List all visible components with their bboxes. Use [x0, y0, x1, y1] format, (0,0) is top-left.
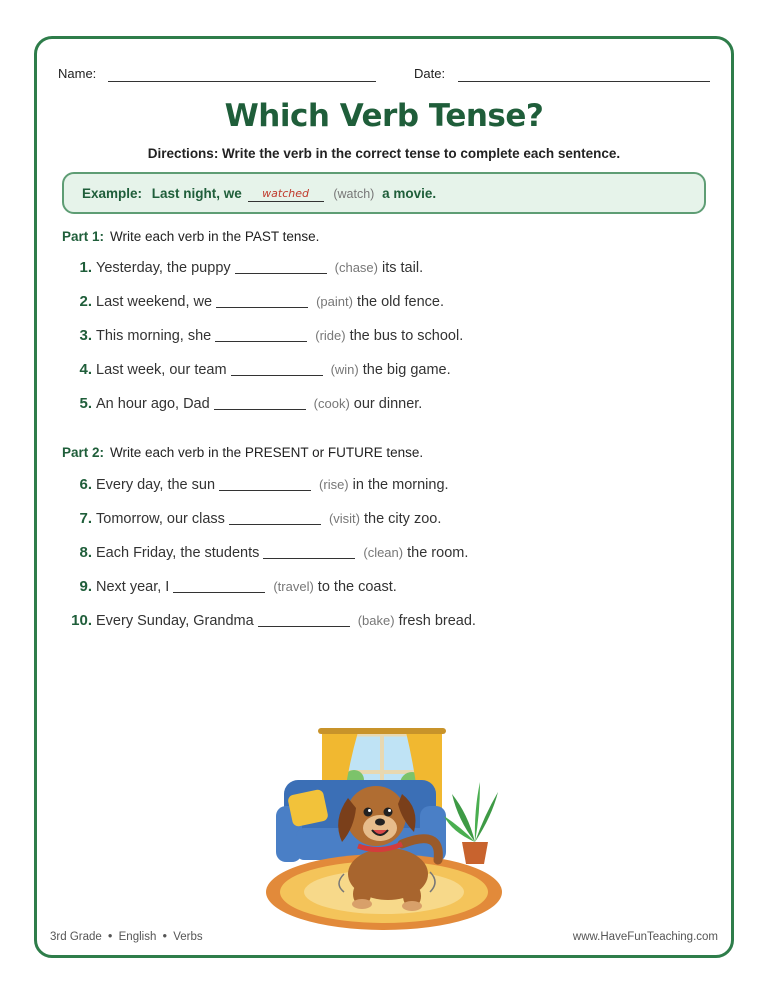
question-verb: (rise)	[319, 477, 349, 492]
part1-heading	[62, 229, 319, 244]
question-10	[62, 612, 476, 634]
part2-label: Part 2:	[62, 445, 105, 460]
footer-subject: English	[118, 931, 157, 943]
question-3	[62, 327, 463, 349]
bullet-icon: ●	[162, 931, 168, 940]
question-after: the old fence.	[356, 294, 445, 310]
question-4	[62, 361, 451, 383]
name-label: Name:	[58, 66, 97, 81]
question-number: 1.	[79, 259, 92, 276]
part2-heading	[62, 445, 423, 460]
example-sentence	[82, 186, 436, 202]
answer-blank[interactable]	[214, 396, 306, 410]
answer-blank[interactable]	[215, 328, 307, 342]
question-after: in the morning.	[352, 477, 449, 493]
question-verb: (travel)	[273, 579, 314, 594]
question-9	[62, 578, 397, 600]
footer-tags	[50, 931, 203, 943]
name-date-row	[58, 66, 712, 86]
question-before: An hour ago, Dad	[96, 396, 210, 412]
question-after: the big game.	[362, 362, 451, 378]
example-after: a movie.	[382, 186, 437, 201]
question-verb: (chase)	[334, 260, 378, 275]
answer-blank[interactable]	[235, 260, 327, 274]
example-box	[62, 172, 706, 214]
question-verb: (win)	[330, 362, 359, 377]
footer-grade: 3rd Grade	[50, 931, 102, 943]
question-verb: (cook)	[313, 396, 350, 411]
question-number: 3.	[79, 327, 92, 344]
question-verb: (clean)	[363, 545, 404, 560]
footer-topic: Verbs	[173, 931, 203, 943]
question-number: 4.	[79, 361, 92, 378]
directions: Directions: Write the verb in the correct tense to complete each sentence.	[147, 146, 621, 161]
question-number: 5.	[79, 395, 92, 412]
answer-blank[interactable]	[263, 545, 355, 559]
question-after: our dinner.	[353, 396, 423, 412]
question-before: Yesterday, the puppy	[96, 260, 231, 276]
question-verb: (visit)	[328, 511, 360, 526]
question-number: 10.	[71, 612, 92, 629]
question-number: 6.	[79, 476, 92, 493]
answer-blank[interactable]	[216, 294, 308, 308]
question-before: Every day, the sun	[96, 477, 216, 493]
question-number: 2.	[79, 293, 92, 310]
page-title: Which Verb Tense?	[224, 98, 544, 134]
question-before: Tomorrow, our class	[96, 511, 225, 527]
plant-icon	[444, 782, 498, 864]
question-8	[62, 544, 468, 566]
question-number: 8.	[79, 544, 92, 561]
answer-blank[interactable]	[219, 477, 311, 491]
question-after: to the coast.	[317, 579, 397, 595]
question-number: 9.	[79, 578, 92, 595]
question-number: 7.	[79, 510, 92, 527]
question-verb: (bake)	[357, 613, 395, 628]
question-before: Next year, I	[96, 579, 170, 595]
example-label: Example:	[82, 186, 143, 201]
footer-website[interactable]: www.HaveFunTeaching.com	[572, 931, 718, 943]
question-before: This morning, she	[96, 328, 212, 344]
question-2	[62, 293, 444, 315]
example-answer: watched	[248, 187, 324, 202]
question-before: Each Friday, the students	[96, 545, 260, 561]
bullet-icon: ●	[107, 931, 113, 940]
part2-instruction: Write each verb in the PRESENT or FUTURE tense.	[110, 445, 424, 460]
puppy-illustration	[262, 724, 510, 934]
example-before: Last night, we	[151, 186, 242, 201]
question-after: the city zoo.	[363, 511, 442, 527]
example-verb: (watch)	[333, 187, 375, 201]
date-label: Date:	[414, 66, 446, 81]
answer-blank[interactable]	[173, 579, 265, 593]
question-verb: (paint)	[316, 294, 353, 309]
question-5	[62, 395, 422, 417]
answer-blank[interactable]	[229, 511, 321, 525]
question-1	[62, 259, 423, 281]
question-verb: (ride)	[315, 328, 346, 343]
question-after: fresh bread.	[398, 613, 476, 629]
part1-instruction: Write each verb in the PAST tense.	[110, 229, 320, 244]
name-field[interactable]	[108, 81, 376, 82]
question-7	[62, 510, 441, 532]
question-6	[62, 476, 449, 498]
question-after: the room.	[407, 545, 469, 561]
question-before: Last weekend, we	[96, 294, 213, 310]
question-after: its tail.	[382, 260, 424, 276]
question-before: Every Sunday, Grandma	[96, 613, 254, 629]
answer-blank[interactable]	[231, 362, 323, 376]
part1-label: Part 1:	[62, 229, 105, 244]
question-after: the bus to school.	[349, 328, 464, 344]
question-before: Last week, our team	[96, 362, 227, 378]
answer-blank[interactable]	[258, 613, 350, 627]
date-field[interactable]	[458, 81, 710, 82]
